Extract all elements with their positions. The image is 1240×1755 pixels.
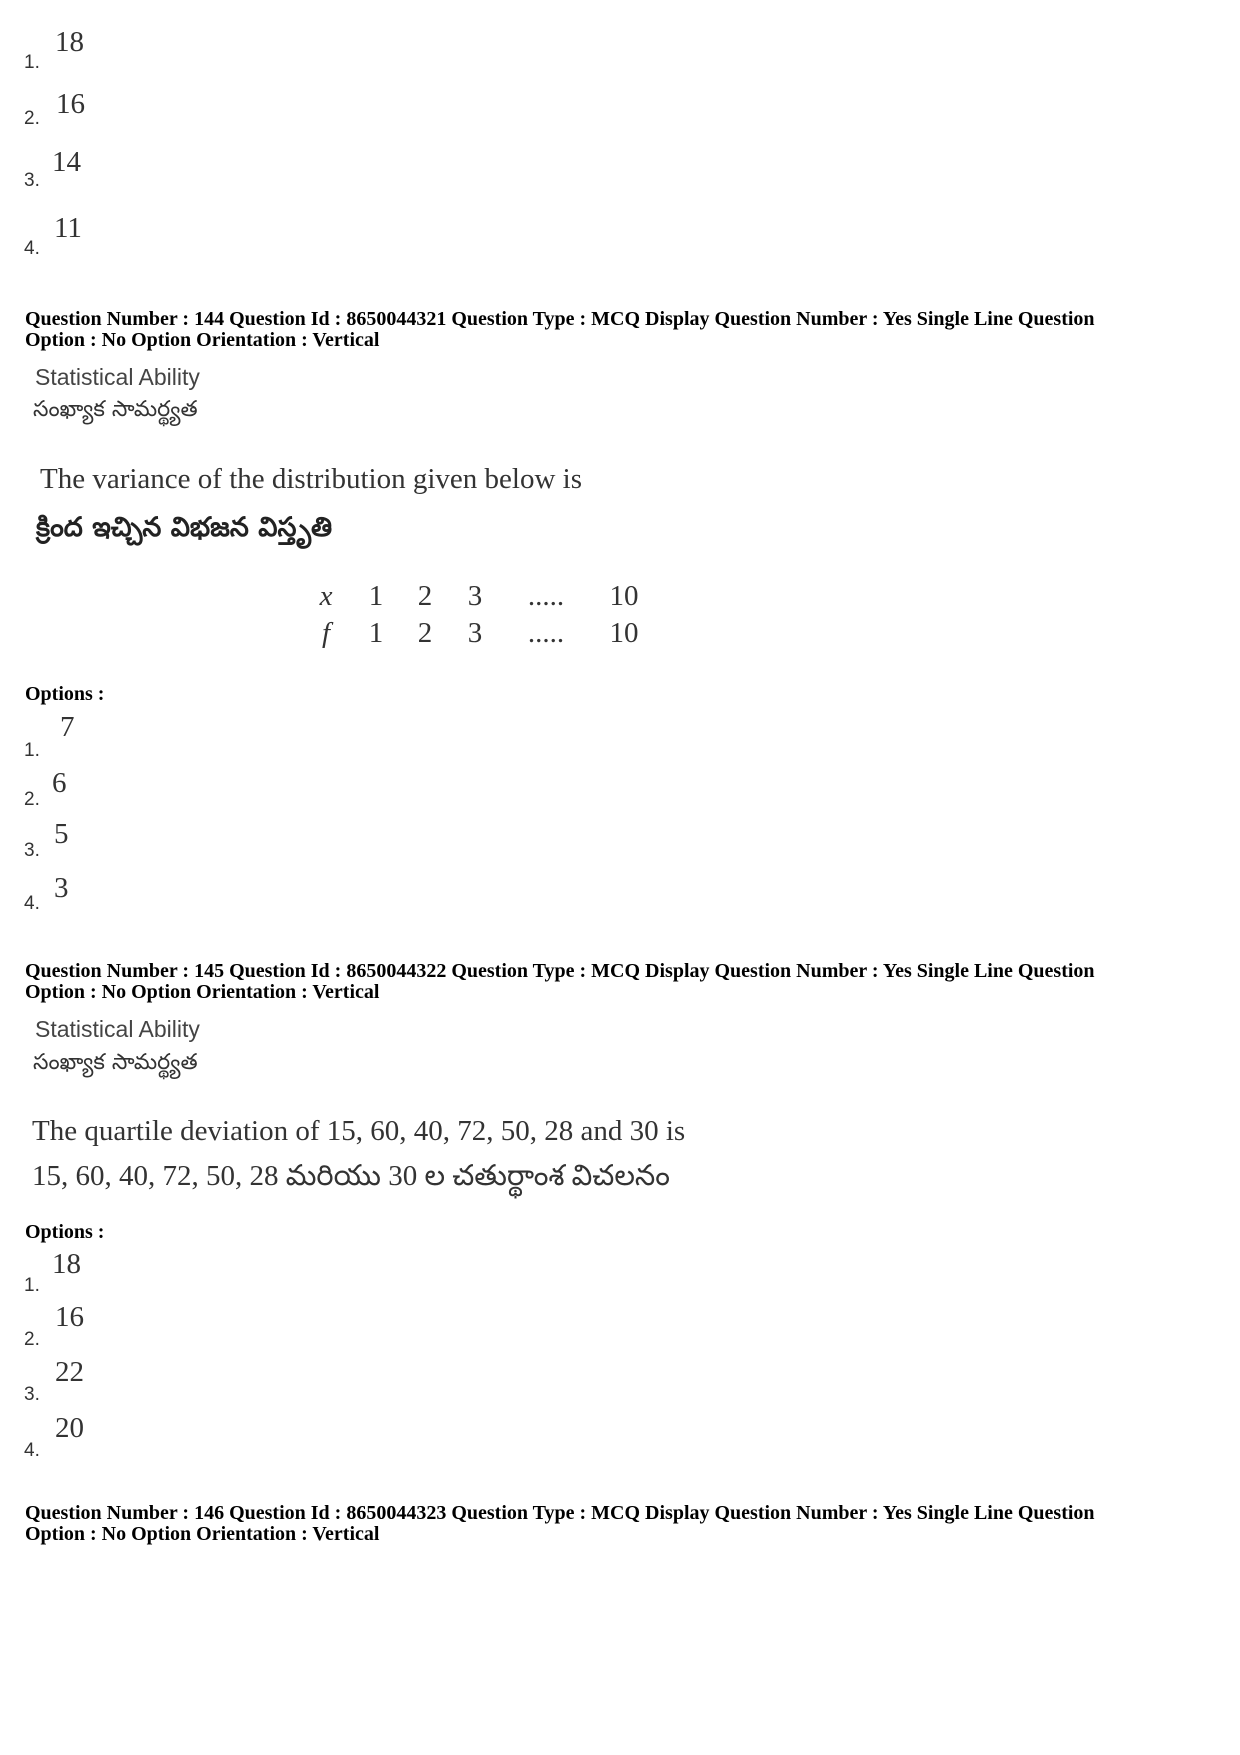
table-cell: 1: [368, 617, 384, 649]
question-text-english: The variance of the distribution given below is: [40, 463, 582, 495]
subject-english: Statistical Ability: [35, 364, 200, 390]
question-meta-line1: Question Number : 146 Question Id : 8650044323 Question Type : MCQ Display Question Number : Yes Single Line Question: [25, 1502, 1095, 1524]
option-number: 1.: [24, 52, 40, 73]
options-label: Options :: [25, 1221, 105, 1243]
table-cell: 3: [467, 617, 483, 649]
option-value: 18: [55, 26, 84, 58]
option-number: 2.: [24, 108, 40, 129]
question-meta-line1: Question Number : 144 Question Id : 8650044321 Question Type : MCQ Display Question Number : Yes Single Line Question: [25, 308, 1095, 330]
option-number: 2.: [24, 789, 40, 810]
table-row-label: f: [321, 617, 331, 649]
question-meta-line2: Option : No Option Orientation : Vertical: [25, 981, 380, 1003]
question-meta-line2: Option : No Option Orientation : Vertical: [25, 329, 380, 351]
table-cell: 10: [609, 617, 639, 649]
table-cell: .....: [527, 580, 565, 612]
option-number: 3.: [24, 1384, 40, 1405]
option-number: 2.: [24, 1329, 40, 1350]
option-number: 3.: [24, 170, 40, 191]
question-meta-line2: Option : No Option Orientation : Vertical: [25, 1523, 380, 1545]
option-value: 7: [60, 711, 75, 743]
option-value: 16: [56, 88, 85, 120]
option-number: 4.: [24, 1440, 40, 1461]
question-text-english: The quartile deviation of 15, 60, 40, 72, 50, 28 and 30 is: [32, 1115, 686, 1147]
question-text-telugu: క్రింద ఇచ్చిన విభజన విస్తృతి: [36, 512, 333, 543]
option-value: 11: [54, 212, 82, 244]
table-row-label: x: [319, 580, 333, 612]
option-value: 20: [55, 1412, 84, 1444]
option-number: 4.: [24, 238, 40, 259]
option-number: 1.: [24, 740, 40, 761]
table-cell: 2: [417, 617, 433, 649]
option-number: 4.: [24, 893, 40, 914]
table-cell: 1: [368, 580, 384, 612]
question-meta-line1: Question Number : 145 Question Id : 8650044322 Question Type : MCQ Display Question Number : Yes Single Line Question: [25, 960, 1095, 982]
option-value: 14: [52, 146, 81, 178]
option-value: 6: [52, 767, 67, 799]
subject-english: Statistical Ability: [35, 1016, 200, 1042]
options-label: Options :: [25, 683, 105, 705]
subject-telugu: సంఖ్యాక సామర్థ్యత: [33, 397, 198, 422]
table-cell: 3: [467, 580, 483, 612]
option-value: 5: [54, 818, 69, 850]
table-cell: 2: [417, 580, 433, 612]
option-value: 16: [55, 1301, 84, 1333]
option-value: 22: [55, 1356, 84, 1388]
option-value: 3: [54, 872, 69, 904]
question-text-telugu: 15, 60, 40, 72, 50, 28 మరియు 30 ల చతుర్థాంశ విచలనం: [32, 1160, 670, 1192]
option-number: 3.: [24, 840, 40, 861]
table-cell: .....: [527, 617, 565, 649]
subject-telugu: సంఖ్యాక సామర్థ్యత: [33, 1050, 198, 1075]
table-cell: 10: [609, 580, 639, 612]
option-value: 18: [52, 1248, 81, 1280]
option-number: 1.: [24, 1275, 40, 1296]
